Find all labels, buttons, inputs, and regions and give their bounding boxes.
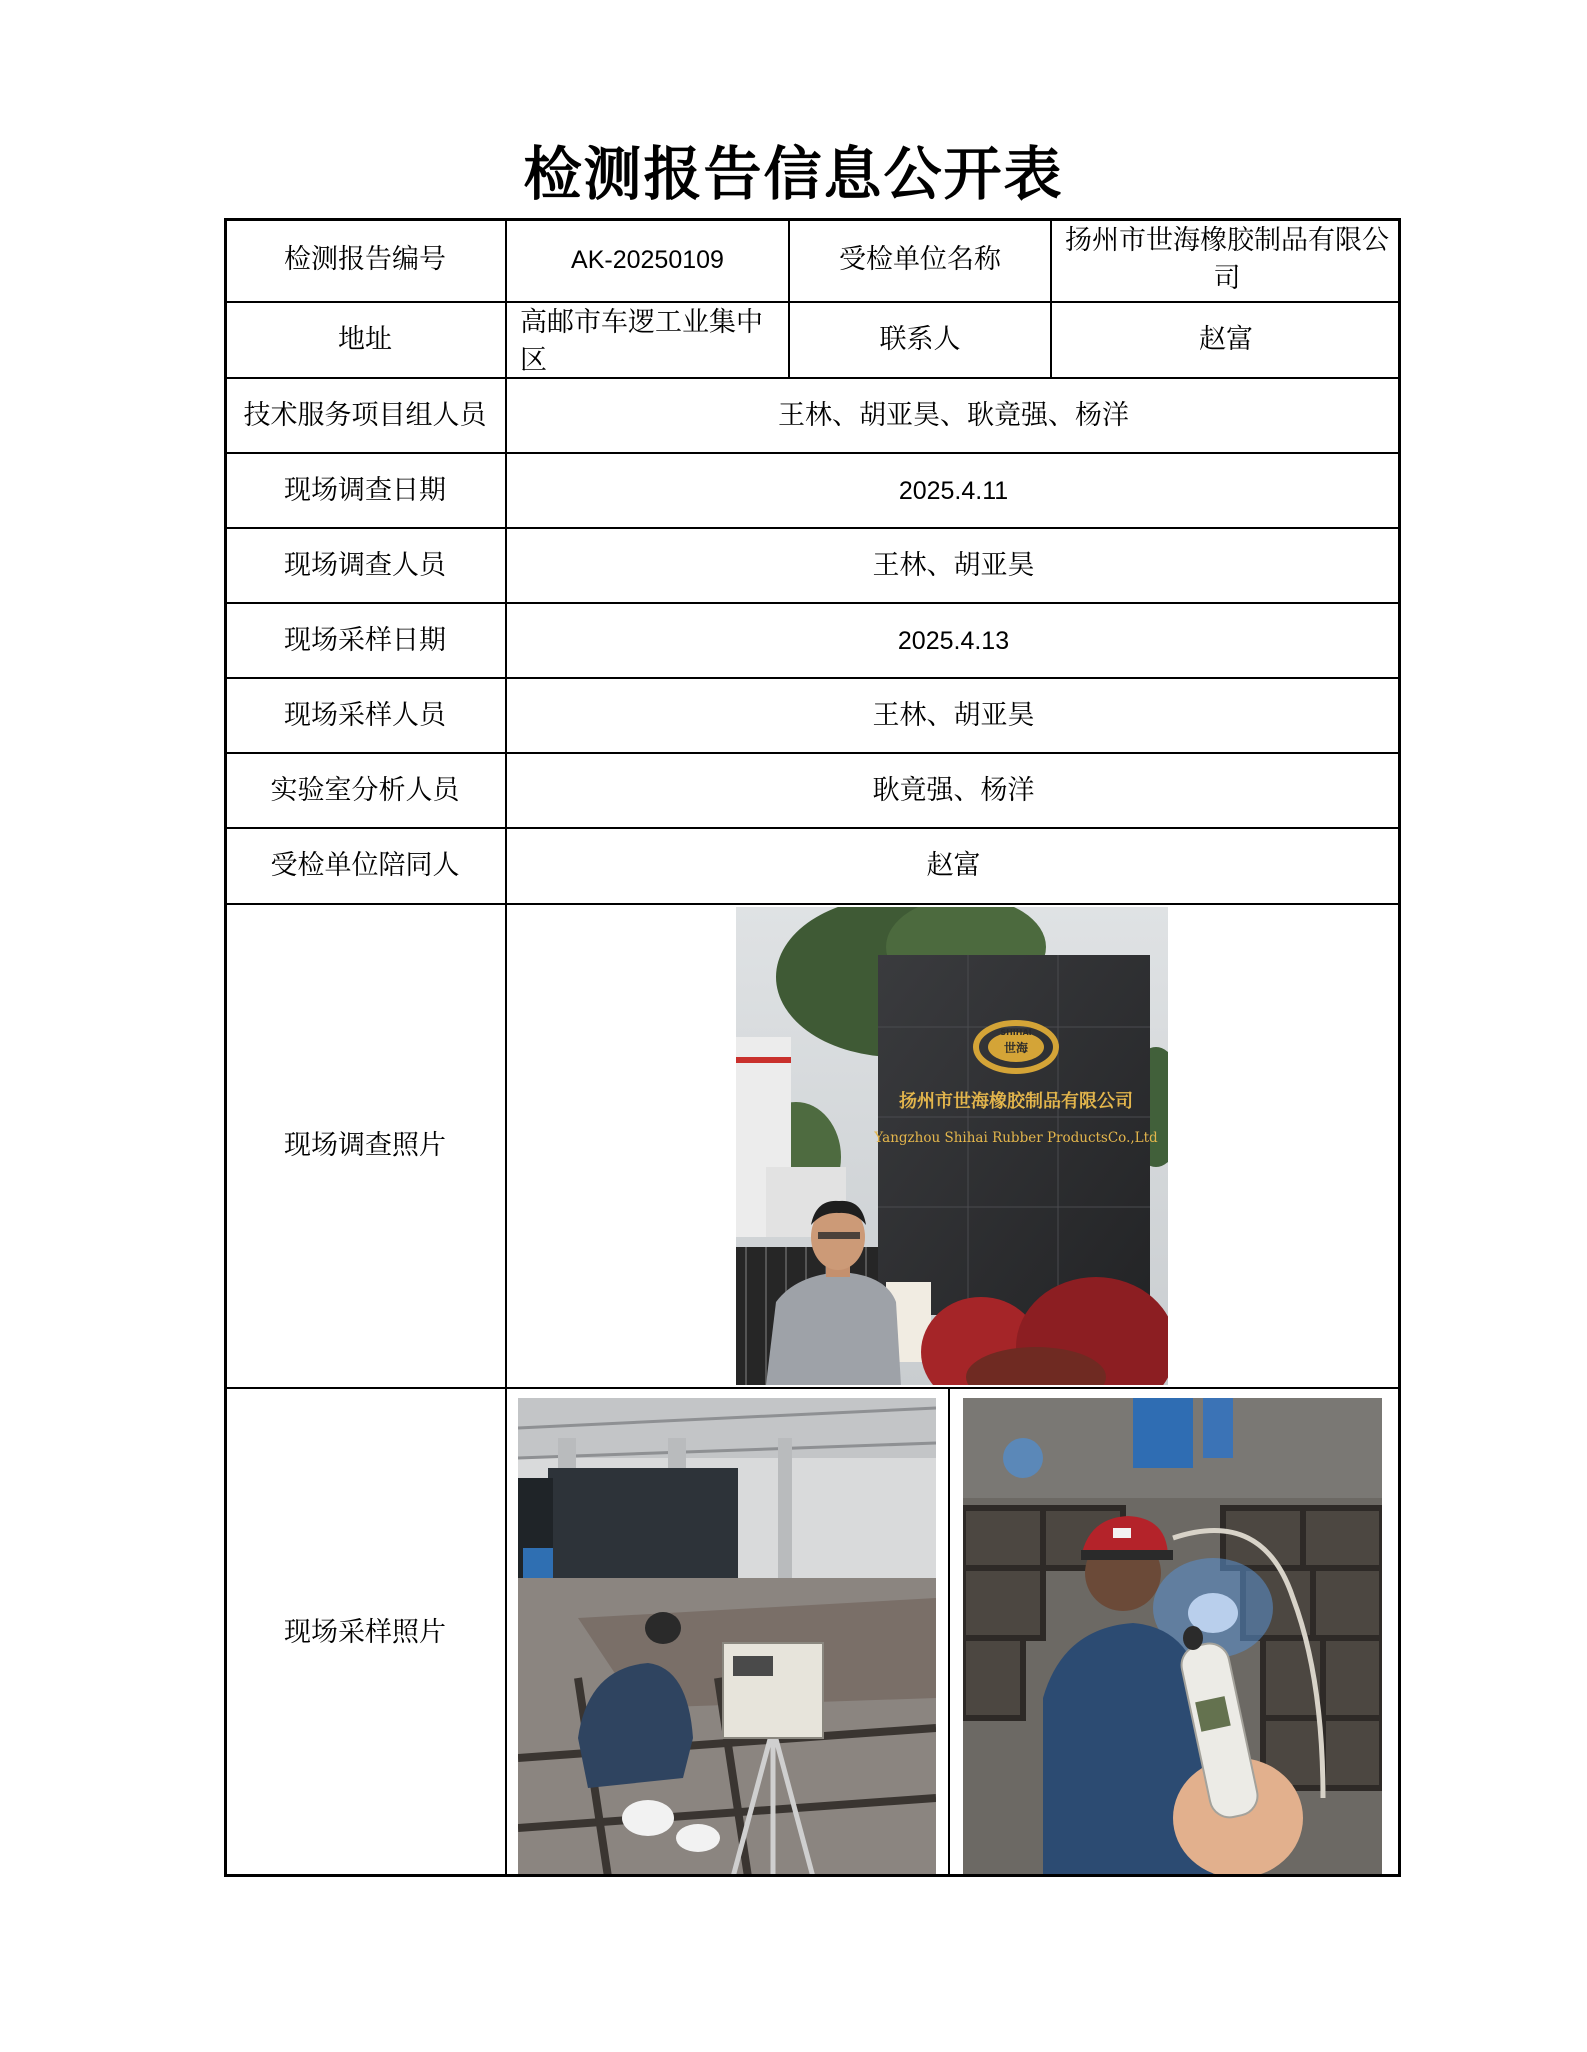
escort-value: 赵富: [926, 850, 981, 881]
col-line: [505, 218, 507, 1877]
row-line: [224, 1387, 1401, 1389]
address-label: 地址: [338, 324, 392, 355]
survey-date-value: 2025.4.11: [898, 476, 1009, 505]
border-bottom: [224, 1874, 1401, 1877]
survey-staff-label: 现场调查人员: [284, 549, 446, 581]
col-line: [1050, 218, 1052, 378]
sign-company-en: Yangzhou Shihai Rubber ProductsCo.,Ltd: [874, 1130, 1158, 1146]
sampling-photo-1: [518, 1398, 936, 1877]
row-line: [224, 677, 1401, 679]
address-value: 高邮市车逻工业集中区: [520, 307, 763, 376]
row-line: [224, 903, 1401, 905]
row-line: [224, 301, 1401, 303]
sign-logo-text: 世海: [1003, 1041, 1029, 1055]
border-top: [224, 218, 1401, 221]
sampling-photo-label: 现场采样照片: [284, 1616, 446, 1648]
col-line: [788, 218, 790, 378]
survey-date-label: 现场调查日期: [284, 474, 446, 506]
row-line: [224, 827, 1401, 829]
team-label: 技术服务项目组人员: [243, 399, 487, 431]
lab-staff-value: 耿竟强、杨洋: [872, 774, 1035, 806]
row-line: [224, 527, 1401, 529]
page-title: 检测报告信息公开表: [523, 140, 1064, 208]
lab-staff-label: 实验室分析人员: [270, 774, 460, 806]
row-line: [224, 602, 1401, 604]
survey-staff-value: 王林、胡亚昊: [872, 549, 1035, 581]
report-no-value: AK-20250109: [571, 246, 724, 274]
report-no-label: 检测报告编号: [284, 244, 446, 275]
unit-label: 受检单位名称: [839, 244, 1001, 275]
contact-label: 联系人: [879, 324, 961, 355]
sign-logo-en: SHIHAI: [1000, 1028, 1032, 1037]
info-table: [224, 218, 1401, 1877]
border-left: [224, 218, 227, 1877]
col-line: [948, 1388, 950, 1877]
survey-photo: [736, 907, 1168, 1385]
survey-photo-label: 现场调查照片: [284, 1130, 446, 1161]
team-value: 王林、胡亚昊、耿竟强、杨洋: [778, 399, 1129, 431]
sampling-staff-value: 王林、胡亚昊: [872, 699, 1035, 731]
unit-value: 扬州市世海橡胶制品有限公司: [1065, 225, 1389, 294]
sign-company-cn: 扬州市世海橡胶制品有限公司: [899, 1091, 1133, 1112]
sampling-date-value: 2025.4.13: [897, 626, 1010, 655]
row-line: [224, 452, 1401, 454]
escort-label: 受检单位陪同人: [270, 850, 460, 881]
row-line: [224, 752, 1401, 754]
border-right: [1398, 218, 1401, 1877]
contact-value: 赵富: [1199, 324, 1253, 355]
sampling-photo-2: [963, 1398, 1382, 1877]
sampling-date-label: 现场采样日期: [284, 624, 446, 656]
row-line: [224, 377, 1401, 379]
sampling-staff-label: 现场采样人员: [284, 699, 446, 731]
